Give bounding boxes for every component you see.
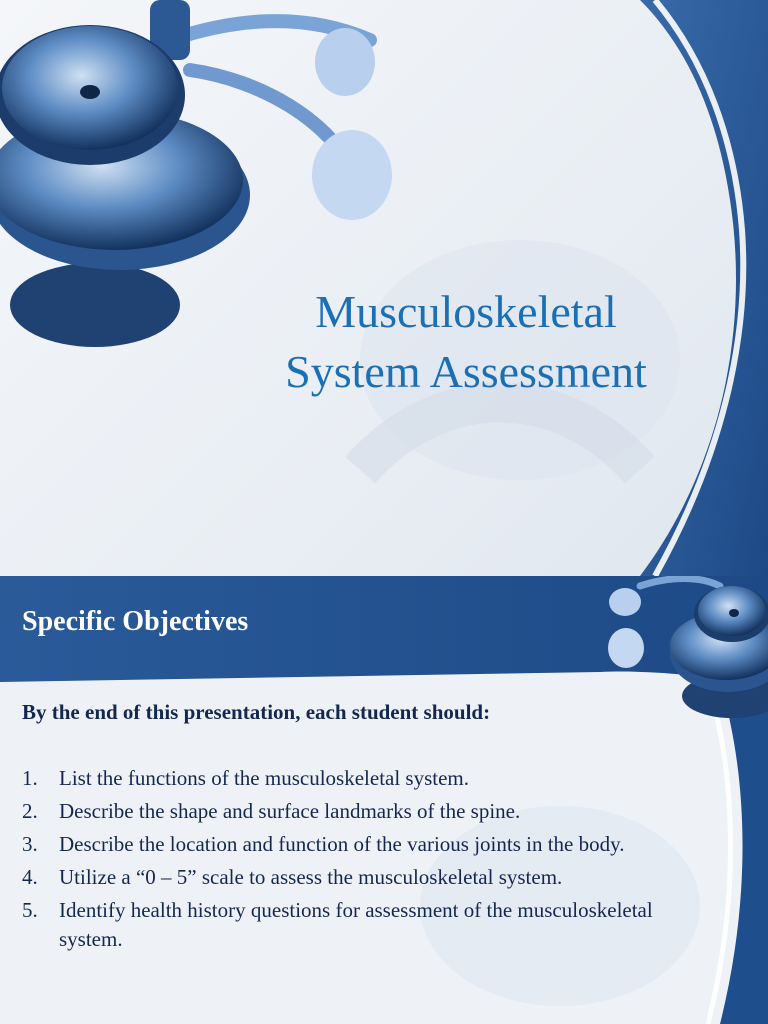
slide-heading: Specific Objectives bbox=[22, 606, 249, 637]
list-item bbox=[22, 863, 662, 892]
objectives-slide bbox=[0, 576, 768, 1024]
list-text: Describe the shape and surface landmarks of the spine. bbox=[59, 799, 521, 823]
list-item bbox=[22, 896, 662, 954]
list-item bbox=[22, 764, 662, 793]
list-text: Describe the location and function of the various joints in the body. bbox=[59, 832, 625, 856]
objectives-intro: By the end of this presentation, each student should: bbox=[22, 700, 491, 724]
list-item bbox=[22, 830, 662, 859]
list-text: List the functions of the musculoskeletal system. bbox=[59, 766, 470, 790]
slide-title-line2: System Assessment bbox=[285, 346, 647, 397]
objectives-list bbox=[22, 764, 662, 958]
list-number: 5. bbox=[22, 898, 38, 922]
list-number: 1. bbox=[22, 766, 38, 790]
slide-title-line1: Musculoskeletal bbox=[315, 286, 617, 337]
list-text: Identify health history questions for assessment of the musculoskeletal system. bbox=[59, 898, 653, 951]
list-number: 4. bbox=[22, 865, 38, 889]
list-number: 2. bbox=[22, 799, 38, 823]
list-number: 3. bbox=[22, 832, 38, 856]
list-item bbox=[22, 797, 662, 826]
list-text: Utilize a “0 – 5” scale to assess the musculoskeletal system. bbox=[59, 865, 563, 889]
